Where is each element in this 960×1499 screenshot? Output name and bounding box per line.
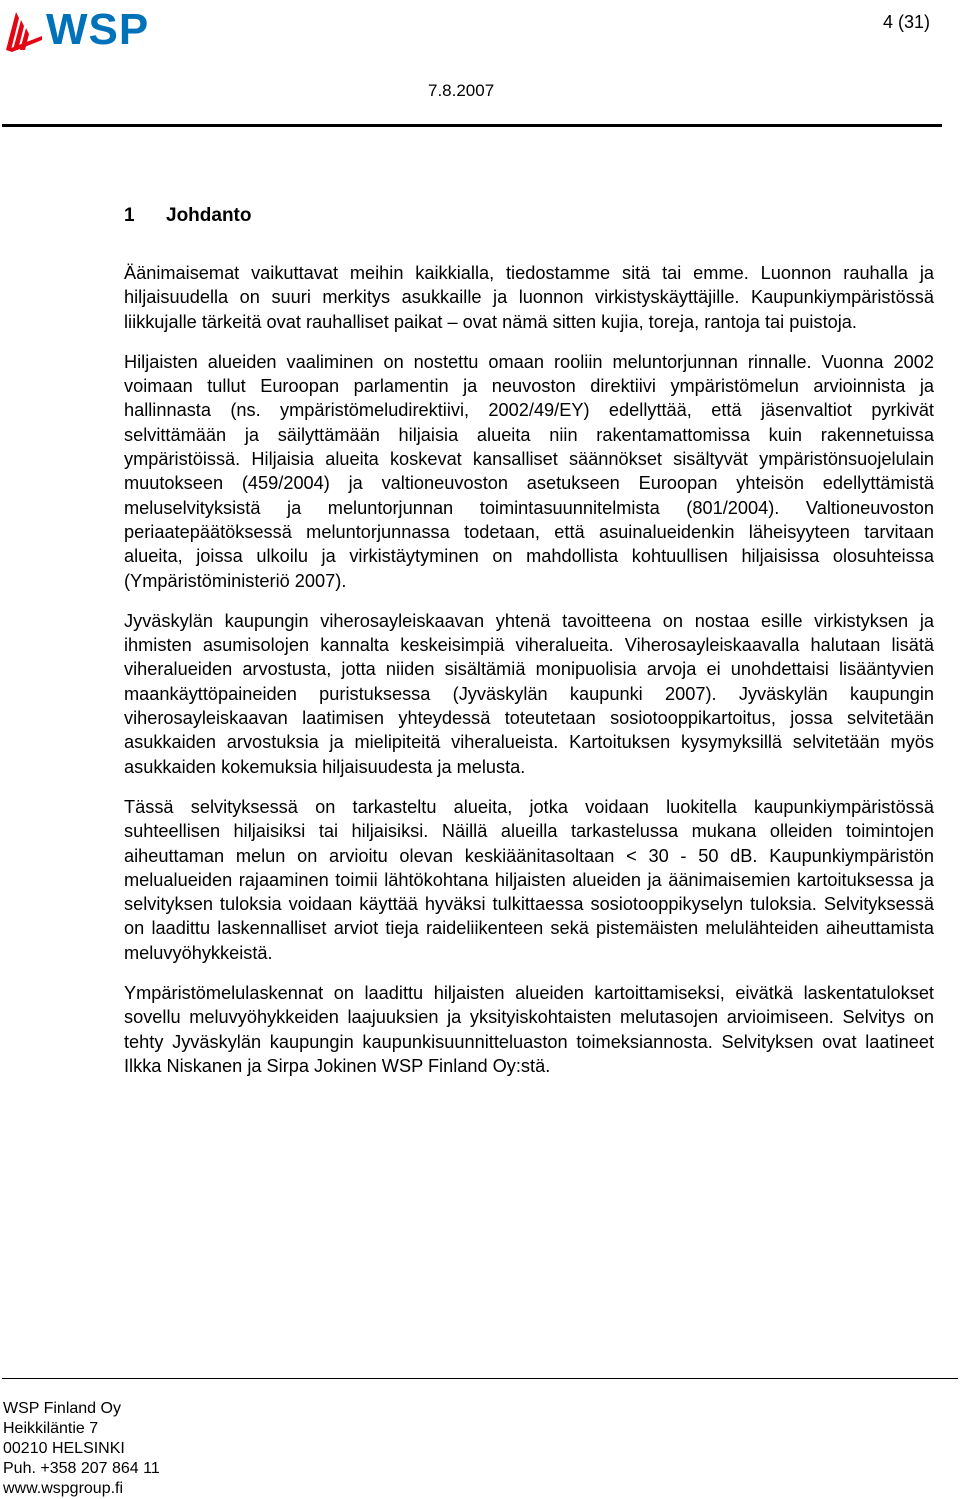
footer-divider [2, 1378, 958, 1379]
header-divider [2, 124, 942, 127]
paragraph-3: Jyväskylän kaupungin viherosayleiskaavan yhtenä tavoitteena on nostaa esille virkistyksen ja ihmisten asumisolojen kannalta keskeisimpiä viheralueita. Viherosayleiskaavalla halutaan lisätä viheralueiden arvostusta, jotta niiden sisältämiä monipuolisia arvoja ei unohdettaisi lisääntyvien maankäyttöpaineiden puristuksessa (Jyväskylän kaupunki 2007). Jyväskylän kaupungin viherosayleiskaavan laatimisen yhteydessä toteutetaan sosiotooppikartoitus, jossa selvitetään asukkaiden arvostuksia ja mielipiteitä viheralueista. Kartoituksen kysymyksillä selvitetään myös asukkaiden kokemuksia hiljaisuudesta ja melusta. [124, 610, 934, 777]
footer-phone: Puh. +358 207 864 11 [3, 1460, 160, 1477]
paragraph-5: Ympäristömelulaskennat on laadittu hiljaisten alueiden kartoittamiseksi, eivätkä laskentatulokset sovellu meluvyöhykkeiden laajuuksien ja yksityiskohtaisten melutasojen arvioimiseen. Selvitys on tehty Jyväskylän kaupungin kaupunkisuunnitteluaston toimeksiannosta. Selvityksen ovat laatineet Ilkka Niskanen ja Sirpa Jokinen WSP Finland Oy:stä. [124, 983, 934, 1076]
paragraph-4: Tässä selvityksessä on tarkasteltu alueita, jotka voidaan luokitella kaupunkiympäristössä suhteellisen hiljaisiksi tai hiljaisiksi. Näillä alueilla tarkastelussa mukana olleiden toimintojen aiheuttaman melun on arvioitu olevan keskiäänitasoltaan < 30 - 50 dB. Kaupunkiympäristön melualueiden rajaaminen toimii lähtökohtana hiljaisten alueiden ja äänimaisemien kartoituksessa ja selvityksen tuloksia voidaan käyttää hyväksi tulkittaessa sosiotooppikyselyn tuloksia. Selvityksessä on laadittu laskennalliset arviot tieja raideliikenteen sekä pistemäisten melulähteiden aiheuttamista meluvyöhykkeistä. [124, 796, 934, 963]
wsp-logo-mark-icon [4, 6, 44, 54]
footer-address [3, 1399, 160, 1499]
body-text [124, 261, 934, 1094]
paragraph-2: Hiljaisten alueiden vaaliminen on nostettu omaan rooliin meluntorjunnan rinnalle. Vuonna 2002 voimaan tullut Euroopan parlamentin ja neuvoston direktiivi ympäristömelun arvioinnista ja hallinnasta (ns. ympäristömeludirektiivi, 2002/49/EY) edellyttää, että jäsenvaltiot pyrkivät selvittämään ja säilyttämään hiljaisia alueita niin rakentamattomissa kuin rakennetuissa ympäristöissä. Hiljaisia alueita koskevat kansalliset säännökset sisältyvät ympäristönsuojelulain muutokseen (459/2004) ja valtioneuvoston asetukseen Euroopan yhteisön edellyttämistä meluselvityksistä ja meluntorjunnan toimintasuunnitelmista (801/2004). Valtioneuvoston periaatepäätöksessä meluntorjunnassa todetaan, että asuinalueidenkin läheisyyteen tarvitaan alueita, joissa ulkoilu ja virkistäytyminen on mahdollista kohtuullisen hiljaisissa olosuhteissa (Ympäristöministeriö 2007). [124, 351, 934, 591]
footer-city: 00210 HELSINKI [3, 1440, 125, 1457]
section-heading [124, 205, 252, 227]
wsp-logo [4, 4, 149, 56]
footer-website: www.wspgroup.fi [3, 1480, 124, 1497]
footer-street: Heikkiläntie 7 [3, 1420, 99, 1437]
footer-company: WSP Finland Oy [3, 1400, 121, 1417]
page-number: 4 (31) [882, 12, 930, 32]
logo-text: WSP [46, 5, 150, 54]
section-title: Johdanto [166, 205, 252, 226]
document-date: 7.8.2007 [428, 81, 495, 100]
section-number: 1 [124, 205, 135, 226]
paragraph-1: Äänimaisemat vaikuttavat meihin kaikkialla, tiedostamme sitä tai emme. Luonnon rauhalla ja hiljaisuudella on suuri merkitys asukkaille ja luonnon virkistyskäyttäjille. Kaupunkiympäristössä liikkujalle tärkeitä ovat rauhalliset paikat – ovat nämä sitten kujia, toreja, rantoja tai puistoja. [124, 263, 934, 332]
